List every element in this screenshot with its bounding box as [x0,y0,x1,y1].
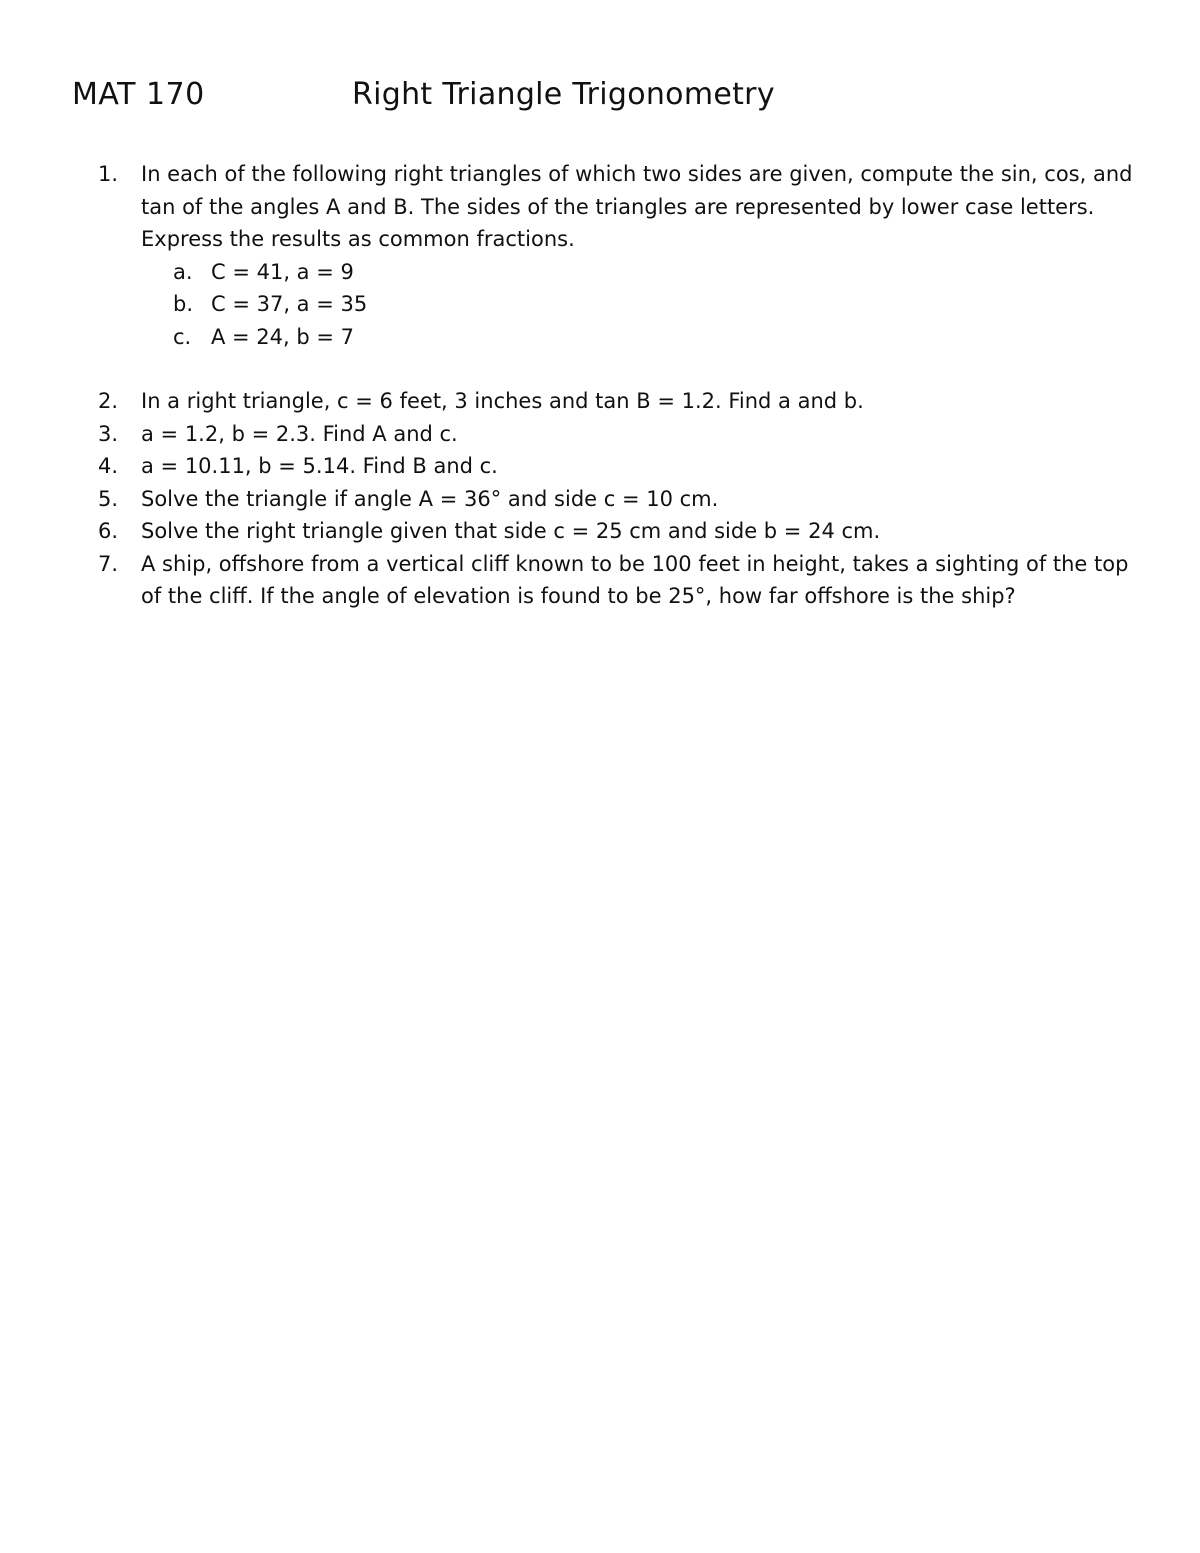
problem-1-part-c [173,321,1138,354]
part-letter: a. [173,259,193,284]
problem-1-parts [173,256,1138,354]
problem-text: Solve the right triangle given that side c = 25 cm and side b = 24 cm. [141,519,881,543]
problem-4 [98,450,1138,483]
problem-number: 4. [98,454,119,478]
problem-text: A ship, offshore from a vertical cliff known to be 100 feet in height, takes a sighting of the top of the cliff. If the angle of elevation is found to be 25°, how far offshore is the ship? [141,551,1129,608]
problem-text: In each of the following right triangles of which two sides are given, compute the sin, cos, and tan of the angles A and B. The sides of the triangles are represented by lower case letters. Express the results as common fractions. [141,162,1133,251]
part-text: A = 24, b = 7 [211,324,355,349]
problem-2 [98,385,1138,418]
part-letter: b. [173,292,194,316]
problem-6 [98,515,1138,548]
problem-1-part-b [173,288,1138,321]
problem-list [98,158,1138,613]
problem-number: 7. [98,551,119,576]
problem-5 [98,483,1138,516]
problem-text: Solve the triangle if angle A = 36° and side c = 10 cm. [141,486,719,511]
problem-text: In a right triangle, c = 6 feet, 3 inches and tan B = 1.2. Find a and b. [141,389,864,413]
worksheet-title: Right Triangle Trigonometry [352,77,775,112]
problem-3 [98,418,1138,451]
problem-1-part-a [173,256,1138,289]
problem-number: 1. [98,162,119,186]
problem-7 [98,548,1138,613]
part-letter: c. [173,324,192,349]
problem-number: 3. [98,421,119,446]
worksheet-header [72,74,1132,118]
problem-number: 2. [98,389,119,413]
problem-1 [98,158,1138,353]
problem-text: a = 1.2, b = 2.3. Find A and c. [141,421,458,446]
problem-number: 6. [98,519,119,543]
problem-number: 5. [98,486,119,511]
part-text: C = 41, a = 9 [211,259,354,284]
problem-text: a = 10.11, b = 5.14. Find B and c. [141,454,498,478]
course-code: MAT 170 [72,77,205,112]
part-text: C = 37, a = 35 [211,292,368,316]
spacer [98,353,1138,385]
